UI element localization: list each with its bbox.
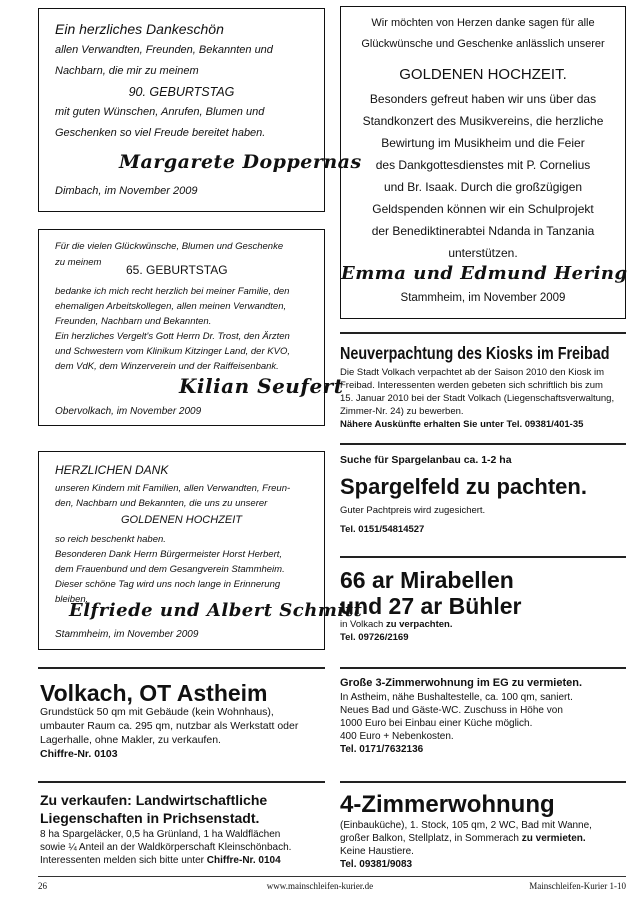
ad6-phone: Tel. 0151/54814527 — [340, 524, 425, 535]
ad9-line: 1000 Euro bei Einbau einer Küche möglich. — [340, 718, 533, 729]
ad4-line: Freibad. Interessenten werden gebeten sich schriftlich bis zum — [340, 380, 603, 391]
ad10-title: Liegenschaften in Prichsenstadt. — [40, 810, 260, 826]
ad2-place: Stammheim, im November 2009 — [400, 292, 566, 304]
ad5-occasion: GOLDENEN HOCHZEIT — [120, 514, 242, 526]
ad7-title: und 27 ar Bühler — [340, 593, 522, 619]
ad2-line: und Br. Isaak. Durch die großzügigen — [383, 180, 583, 194]
ad3-line: Ein herzliches Vergelt's Gott Herrn Dr. Trost, den Ärzten — [55, 331, 290, 342]
ad3-line: und Schwestern vom Klinikum Kitzinger Land, der KVO, — [55, 346, 290, 357]
ad1-line: mit guten Wünschen, Anrufen, Blumen und — [55, 106, 265, 118]
ad10-line: 8 ha Spargeläcker, 0,5 ha Grünland, 1 ha Waldflächen — [40, 829, 281, 840]
ad3-signature: Kilian Seufert — [179, 374, 344, 398]
ad5-line: dem Frauenbund und dem Gesangverein Stammheim. — [55, 564, 285, 575]
ad3-occasion: 65. GEBURTSTAG — [126, 263, 228, 277]
ad4-title-text: Neuverpachtung des Kiosks im Freibad — [340, 343, 610, 363]
ad2-line: Besonders gefreut haben wir uns über das — [369, 92, 597, 106]
ad7-text-normal: in Volkach — [340, 619, 386, 630]
ad9-phone: Tel. 0171/7632136 — [340, 744, 424, 755]
ad2-occasion: GOLDENEN HOCHZEIT. — [399, 66, 567, 83]
ad4-line: 15. Januar 2010 bei der Stadt Volkach (Liegenschaftsverwaltung, — [340, 393, 615, 404]
ad10-chiffre: Chiffre-Nr. 0104 — [206, 855, 281, 866]
ad11-title: 4-Zimmerwohnung — [340, 791, 555, 818]
ad1-occasion: 90. GEBURTSTAG — [128, 85, 235, 99]
ad4-title — [340, 343, 640, 364]
ad11-phone: Tel. 09381/9083 — [340, 859, 413, 870]
ad2-line: Wir möchten von Herzen danke sagen für alle — [371, 17, 595, 29]
separator-rule — [340, 667, 626, 669]
ad5-line: Dieser schöne Tag wird uns noch lange in Erinnerung — [55, 579, 281, 590]
separator-rule — [340, 556, 626, 558]
ad2-line: des Dankgottesdienstes mit P. Cornelius — [375, 158, 591, 172]
ad1-line: Geschenken so viel Freude bereitet haben. — [55, 127, 266, 139]
ad9-line: Neues Bad und Gäste-WC. Zuschuss in Höhe von — [340, 705, 563, 716]
ad2-line: Standkonzert des Musikvereins, die herzliche — [362, 114, 604, 128]
ad10-line: sowie ¼ Anteil an der Waldkörperschaft Kleinschönbach. — [40, 842, 292, 853]
ad1-line: Nachbarn, die mir zu meinem — [55, 65, 199, 77]
separator-rule — [38, 781, 325, 783]
ad5-line: Besonderen Dank Herrn Bürgermeister Horst Herbert, — [55, 549, 283, 560]
separator-rule — [340, 332, 626, 334]
ad11-line2-bold: zu vermieten. — [521, 833, 586, 844]
ad3-line: ehemaligen Arbeitskollegen, allen meinen Verwandten, — [55, 301, 287, 312]
ad6-text: Guter Pachtpreis wird zugesichert. — [340, 505, 486, 516]
ad3-line: Freunden, Nachbarn und Bekannten. — [55, 316, 212, 327]
ad5-place: Stammheim, im November 2009 — [55, 629, 199, 640]
ad5-signature: Elfriede und Albert Schmitt — [69, 600, 363, 621]
footer-issue: Mainschleifen-Kurier 1-10 — [529, 881, 626, 891]
ad3-line: bedanke ich mich recht herzlich bei meiner Familie, den — [55, 286, 290, 297]
ad2-line: Glückwünsche und Geschenke anlässlich unserer — [361, 38, 605, 50]
ad5-line: unseren Kindern mit Familien, allen Verwandten, Freun- — [55, 483, 291, 494]
ad1-line: allen Verwandten, Freunden, Bekannten und — [55, 44, 273, 56]
ad5-line: bleiben. — [55, 594, 89, 605]
ad5-line: so reich beschenkt haben. — [55, 534, 166, 545]
ad-birthday-65 — [38, 229, 344, 426]
ad8-line: umbauter Raum ca. 295 qm, nutzbar als Werkstatt oder — [40, 720, 299, 732]
ad2-signature: Emma und Edmund Hering — [341, 263, 628, 284]
ad9-title: Große 3-Zimmerwohnung im EG zu vermieten. — [340, 677, 583, 689]
ad3-line: Für die vielen Glückwünsche, Blumen und Geschenke — [55, 241, 284, 252]
ad10-last-normal: Interessenten melden sich bitte unter — [40, 855, 207, 866]
separator-rule — [340, 443, 626, 445]
ad4-contact: Nähere Auskünfte erhalten Sie unter Tel. 09381/401-35 — [340, 419, 584, 430]
ad7-title: 66 ar Mirabellen — [340, 567, 514, 593]
ad1-title: Ein herzliches Dankeschön — [55, 21, 224, 37]
ad10-last — [40, 855, 281, 866]
ad1-place: Dimbach, im November 2009 — [55, 185, 198, 197]
ad11-line3: Keine Haustiere. — [340, 846, 414, 857]
ad5-line: den, Nachbarn und Bekannten, die uns zu unserer — [55, 498, 268, 509]
separator-rule — [340, 781, 626, 783]
separator-rule — [38, 667, 325, 669]
ad4-line: Zimmer-Nr. 24) zu bewerben. — [340, 406, 464, 417]
ad8-line: Lagerhalle, ohne Makler, zu verkaufen. — [40, 734, 221, 746]
ad6-title: Spargelfeld zu pachten. — [340, 474, 587, 499]
footer-rule — [38, 876, 626, 877]
ad2-line: unterstützen. — [448, 246, 518, 260]
ad3-line: dem VdK, dem Winzerverein und der Raiffeisenbank. — [55, 361, 279, 372]
ad9-line: 400 Euro + Nebenkosten. — [340, 731, 454, 742]
ad2-line: der Benediktinerabtei Ndanda in Tanzania — [371, 224, 595, 238]
ad7-text-bold: zu verpachten. — [385, 619, 453, 630]
ad3-place: Obervolkach, im November 2009 — [55, 406, 202, 417]
ad7-text — [340, 619, 452, 630]
ad1-signature: Margarete Doppernas — [119, 151, 362, 173]
ad2-line: Geldspenden können wir ein Schulprojekt — [372, 202, 594, 216]
ad5-title: HERZLICHEN DANK — [55, 463, 169, 477]
ad8-title: Volkach, OT Astheim — [40, 680, 268, 706]
ad11-line2-normal: großer Balkon, Stellplatz, in Sommerach — [340, 833, 522, 844]
ad6-kicker: Suche für Spargelanbau ca. 1-2 ha — [340, 454, 512, 466]
ad9-line: In Astheim, nähe Bushaltestelle, ca. 100 qm, saniert. — [340, 692, 573, 703]
ad11-line2 — [340, 833, 586, 844]
ad8-chiffre: Chiffre-Nr. 0103 — [40, 748, 118, 760]
ad-birthday-90 — [38, 8, 362, 212]
ad-golden-wedding-hering — [340, 6, 626, 319]
ad8-line: Grundstück 50 qm mit Gebäude (kein Wohnhaus), — [40, 706, 274, 718]
footer-page-number: 26 — [38, 881, 47, 891]
ad10-title: Zu verkaufen: Landwirtschaftliche — [40, 792, 268, 808]
ad3-line: zu meinem — [55, 257, 102, 268]
ad4-line: Die Stadt Volkach verpachtet ab der Saison 2010 den Kiosk im — [340, 367, 605, 378]
ad7-phone: Tel. 09726/2169 — [340, 632, 409, 643]
footer-url: www.mainschleifen-kurier.de — [266, 881, 374, 891]
ad11-line: (Einbauküche), 1. Stock, 105 qm, 2 WC, Bad mit Wanne, — [340, 820, 592, 831]
ad2-line: Bewirtung im Musikheim und die Feier — [381, 136, 585, 150]
